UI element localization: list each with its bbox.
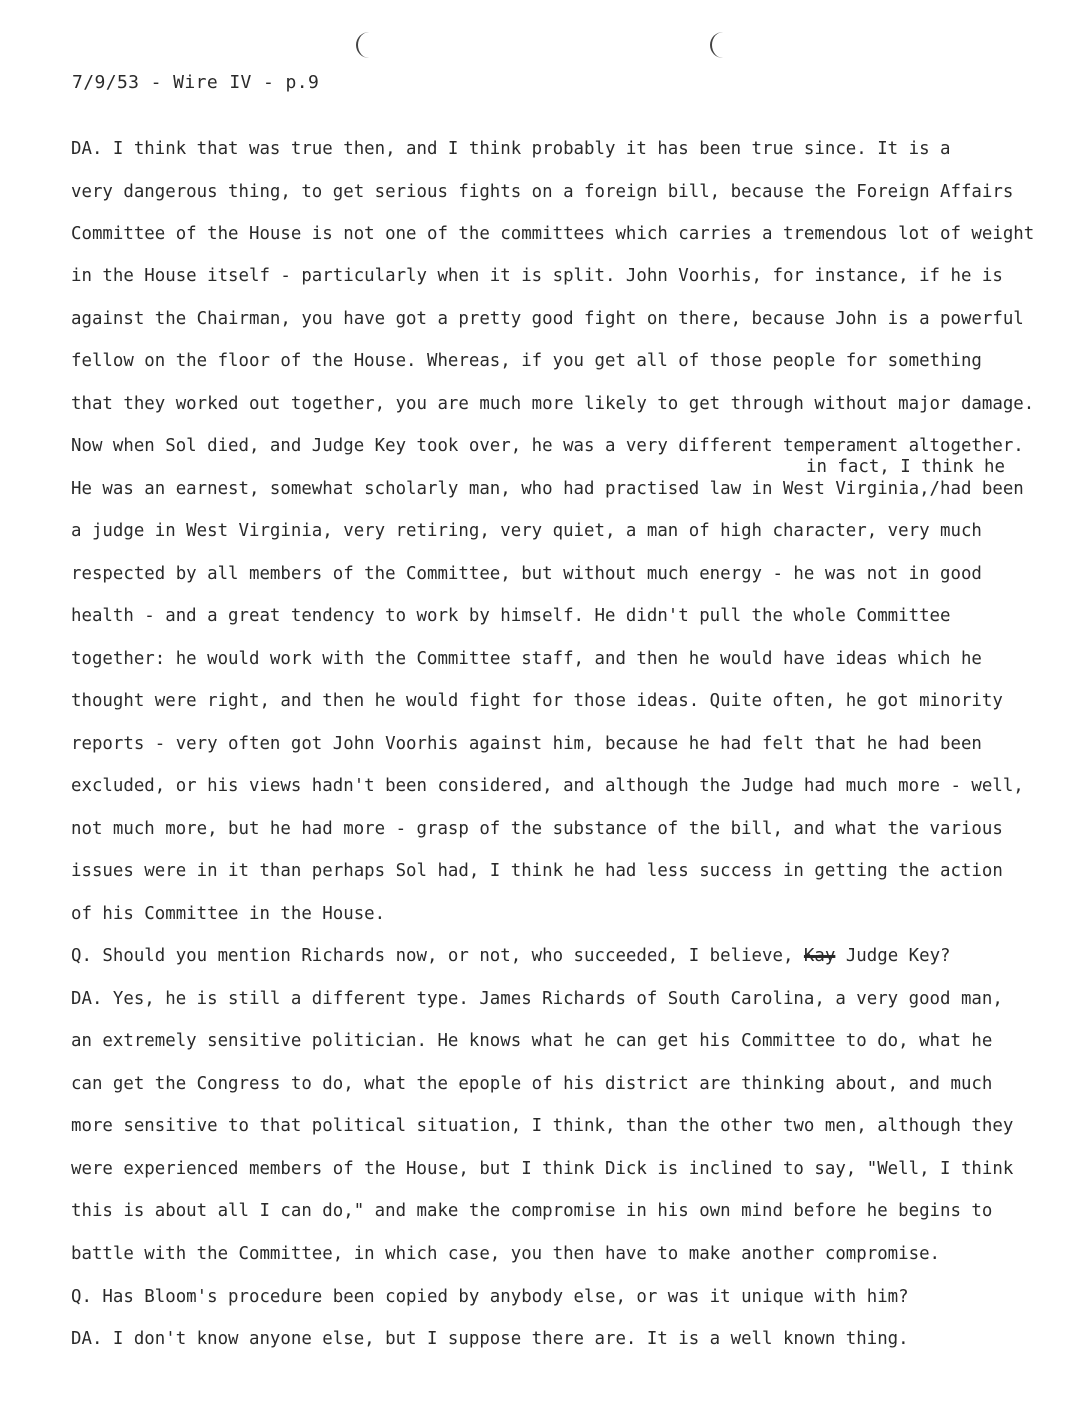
- text-line: in the House itself - particularly when it is split. John Voorhis, for instance, if he is: [71, 266, 1003, 286]
- text-line: respected by all members of the Committee, but without much energy - he was not in good: [71, 564, 982, 584]
- line-text-tail: Judge Key?: [845, 946, 951, 966]
- text-line: [71, 946, 951, 966]
- punch-mark: [710, 32, 726, 58]
- text-line: DA. I don't know anyone else, but I suppose there are. It is a well known thing.: [71, 1329, 909, 1349]
- text-line: more sensitive to that political situation, I think, than the other two men, although they: [71, 1116, 1014, 1136]
- text-line: DA. Yes, he is still a different type. James Richards of South Carolina, a very good man,: [71, 989, 1003, 1009]
- text-line: against the Chairman, you have got a pretty good fight on there, because John is a powerful: [71, 309, 1024, 329]
- page-header: 7/9/53 - Wire IV - p.9: [72, 72, 320, 93]
- text-line: Q. Has Bloom's procedure been copied by anybody else, or was it unique with him?: [71, 1287, 909, 1307]
- text-line: Committee of the House is not one of the committees which carries a tremendous lot of weight: [71, 224, 1035, 244]
- text-line: Now when Sol died, and Judge Key took over, he was a very different temperament altogether.: [71, 436, 1024, 456]
- text-line: a judge in West Virginia, very retiring, very quiet, a man of high character, very much: [71, 521, 982, 541]
- text-line: health - and a great tendency to work by himself. He didn't pull the whole Committee: [71, 606, 951, 626]
- text-line: thought were right, and then he would fight for those ideas. Quite often, he got minority: [71, 691, 1003, 711]
- text-line: an extremely sensitive politician. He knows what he can get his Committee to do, what he: [71, 1031, 993, 1051]
- text-line: together: he would work with the Committee staff, and then he would have ideas which he: [71, 649, 982, 669]
- text-line: were experienced members of the House, but I think Dick is inclined to say, "Well, I think: [71, 1159, 1014, 1179]
- text-line: that they worked out together, you are much more likely to get through without major damage.: [71, 394, 1035, 414]
- text-line: He was an earnest, somewhat scholarly man, who had practised law in West Virginia,/had been: [71, 479, 1024, 499]
- struck-word: Kay: [803, 946, 836, 966]
- text-line: DA. I think that was true then, and I think probably it has been true since. It is a: [71, 139, 951, 159]
- text-line: excluded, or his views hadn't been considered, and although the Judge had much more - well,: [71, 776, 1024, 796]
- text-line: fellow on the floor of the House. Whereas, if you get all of those people for something: [71, 351, 982, 371]
- punch-mark: [356, 32, 372, 58]
- text-line: battle with the Committee, in which case, you then have to make another compromise.: [71, 1244, 941, 1264]
- line-text: Q. Should you mention Richards now, or not, who succeeded, I believe,: [71, 946, 794, 966]
- text-line: reports - very often got John Voorhis against him, because he had felt that he had been: [71, 734, 982, 754]
- text-line: of his Committee in the House.: [71, 904, 386, 924]
- text-line: very dangerous thing, to get serious fights on a foreign bill, because the Foreign Affairs: [71, 182, 1014, 202]
- text-line: can get the Congress to do, what the epople of his district are thinking about, and much: [71, 1074, 993, 1094]
- text-line: issues were in it than perhaps Sol had, I think he had less success in getting the action: [71, 861, 1003, 881]
- text-line: not much more, but he had more - grasp of the substance of the bill, and what the various: [71, 819, 1003, 839]
- text-line: this is about all I can do," and make the compromise in his own mind before he begins to: [71, 1201, 993, 1221]
- handwritten-insertion: in fact, I think he: [806, 457, 1005, 477]
